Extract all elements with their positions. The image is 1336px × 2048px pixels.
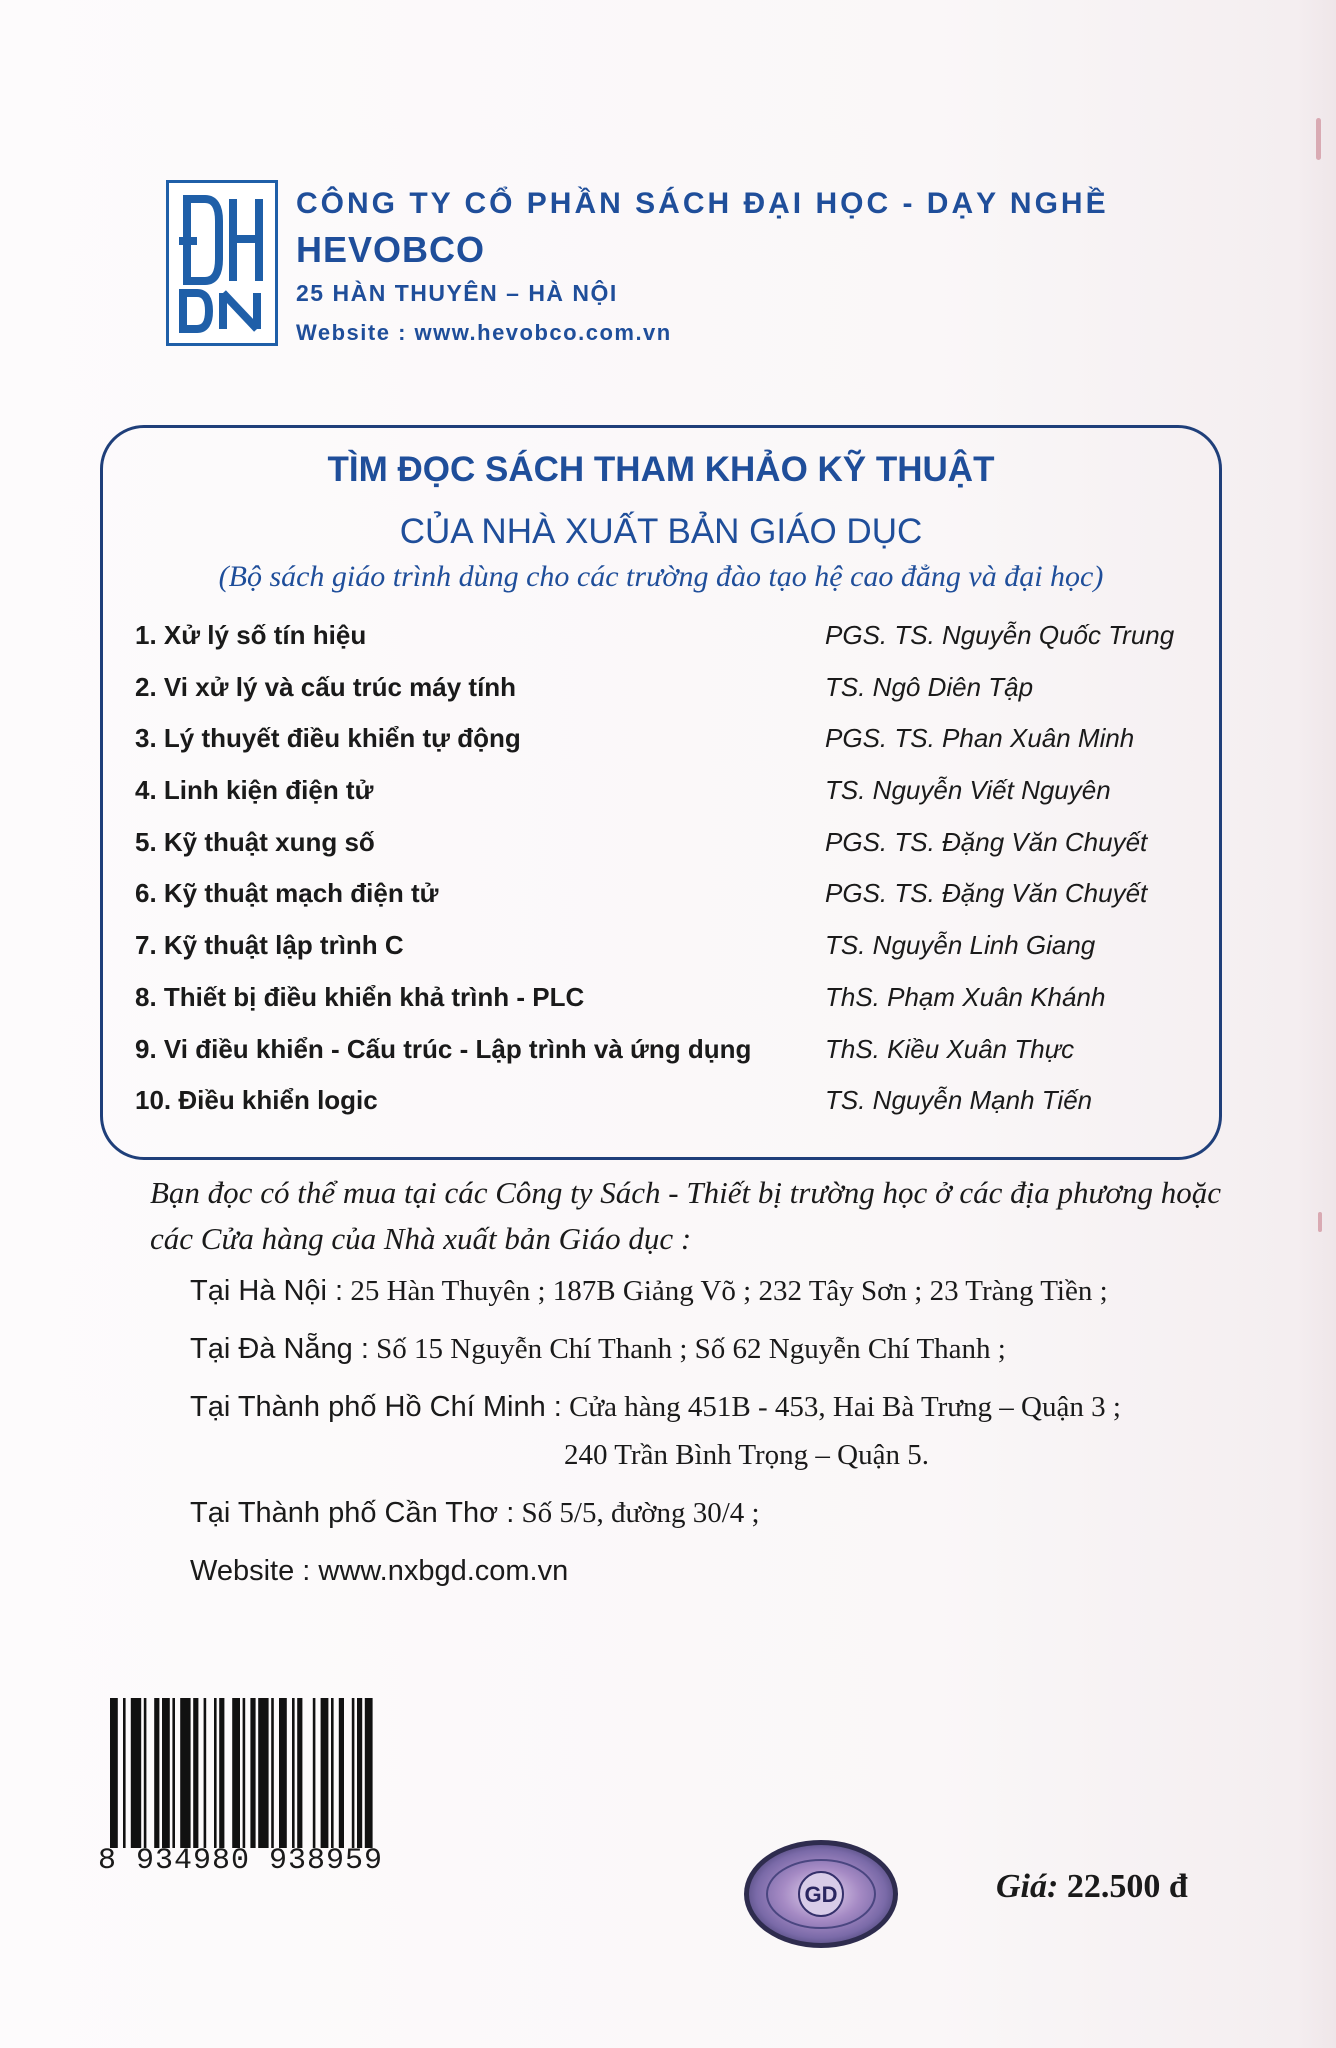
barcode-bar bbox=[232, 1698, 240, 1848]
barcode-bar bbox=[162, 1698, 170, 1848]
book-title: 10. Điều khiển logic bbox=[135, 1085, 378, 1116]
list-item bbox=[135, 974, 1195, 1026]
publisher-address: 25 HÀN THUYÊN – HÀ NỘI bbox=[296, 280, 618, 306]
publisher-company-name: CÔNG TY CỔ PHẦN SÁCH ĐẠI HỌC - DẠY NGHỀ bbox=[296, 187, 1109, 220]
book-author: PGS. TS. Đặng Văn Chuyết bbox=[825, 826, 1148, 857]
reference-subtitle: CỦA NHÀ XUẤT BẢN GIÁO DỤC bbox=[399, 512, 923, 551]
barcode-bar bbox=[292, 1698, 295, 1848]
list-item bbox=[135, 612, 1195, 664]
hologram-seal-icon bbox=[742, 1838, 900, 1950]
barcode-bar bbox=[258, 1698, 268, 1848]
book-author: TS. Nguyễn Linh Giang bbox=[825, 930, 1096, 961]
barcode-bar bbox=[357, 1698, 362, 1848]
barcode-bar bbox=[243, 1698, 246, 1848]
barcode bbox=[98, 1698, 396, 1883]
barcode-bar bbox=[352, 1698, 355, 1848]
list-item bbox=[135, 922, 1195, 974]
barcode-bar bbox=[331, 1698, 334, 1848]
barcode-bar bbox=[271, 1698, 274, 1848]
reference-books-box bbox=[100, 425, 1222, 1160]
book-author: PGS. TS. Phan Xuân Minh bbox=[825, 723, 1135, 754]
store-city: Tại Đà Nẵng : bbox=[190, 1333, 369, 1365]
list-item bbox=[135, 1026, 1195, 1078]
book-author: PGS. TS. Nguyễn Quốc Trung bbox=[825, 620, 1175, 650]
store-city: Tại Hà Nội : bbox=[190, 1275, 344, 1307]
store-intro: Bạn đọc có thể mua tại các Công ty Sách - Thiết bị trường học ở các địa phương hoặc các Cửa hàng của Nhà xuất bản Giáo dục : bbox=[150, 1175, 1221, 1256]
publisher-brand: HEVOBCO bbox=[296, 229, 486, 270]
list-item bbox=[135, 715, 1195, 767]
book-author: ThS. Phạm Xuân Khánh bbox=[825, 981, 1106, 1012]
store-hanoi bbox=[190, 1275, 1108, 1308]
store-city: Tại Thành phố Cần Thơ : bbox=[190, 1497, 515, 1529]
barcode-bar bbox=[279, 1698, 287, 1848]
barcode-bar bbox=[123, 1698, 126, 1848]
book-title: 2. Vi xử lý và cấu trúc máy tính bbox=[135, 671, 517, 702]
store-danang bbox=[190, 1333, 1006, 1366]
store-cantho bbox=[190, 1497, 760, 1530]
book-author: ThS. Kiều Xuân Thực bbox=[825, 1033, 1075, 1064]
list-item bbox=[135, 767, 1195, 819]
barcode-bar bbox=[365, 1698, 373, 1848]
barcode-bar bbox=[219, 1698, 224, 1848]
barcode-bar bbox=[193, 1698, 198, 1848]
book-title: 4. Linh kiện điện tử bbox=[135, 775, 374, 806]
store-address: Số 15 Nguyễn Chí Thanh ; Số 62 Nguyễn Chí Thanh ; bbox=[368, 1333, 1006, 1365]
list-item bbox=[135, 664, 1195, 716]
book-author: TS. Ngô Diên Tập bbox=[825, 671, 1034, 702]
store-address: Số 5/5, đường 30/4 ; bbox=[514, 1497, 760, 1529]
store-address: 25 Hàn Thuyên ; 187B Giảng Võ ; 232 Tây Sơn ; 23 Tràng Tiền ; bbox=[343, 1275, 1108, 1307]
publisher-info bbox=[296, 178, 1156, 350]
barcode-bar bbox=[313, 1698, 316, 1848]
store-website-text: Website : www.nxbgd.com.vn bbox=[190, 1555, 569, 1587]
barcode-bar bbox=[172, 1698, 175, 1848]
barcode-bar bbox=[250, 1698, 255, 1848]
book-title: 8. Thiết bị điều khiển khả trình - PLC bbox=[135, 981, 585, 1012]
barcode-bar bbox=[154, 1698, 159, 1848]
reference-title: TÌM ĐỌC SÁCH THAM KHẢO KỸ THUẬT bbox=[327, 450, 995, 489]
edge-mark bbox=[1318, 1212, 1322, 1232]
reference-note: (Bộ sách giáo trình dùng cho các trường đào tạo hệ cao đẳng và đại học) bbox=[218, 560, 1104, 593]
price bbox=[996, 1868, 1188, 1906]
book-title: 6. Kỹ thuật mạch điện tử bbox=[135, 878, 439, 909]
dh-dn-logo-icon bbox=[166, 180, 278, 346]
barcode-bar bbox=[214, 1698, 217, 1848]
barcode-bar bbox=[297, 1698, 302, 1848]
book-title: 7. Kỹ thuật lập trình C bbox=[135, 930, 404, 961]
store-address: Cửa hàng 451B - 453, Hai Bà Trưng – Quận 3 ; bbox=[561, 1391, 1121, 1423]
price-label: Giá: bbox=[996, 1868, 1059, 1905]
book-title: 1. Xử lý số tín hiệu bbox=[135, 620, 367, 650]
seal-logo-text: GD bbox=[804, 1882, 838, 1907]
list-item bbox=[135, 1077, 1195, 1129]
book-author: PGS. TS. Đặng Văn Chuyết bbox=[825, 878, 1148, 909]
edge-mark bbox=[1316, 118, 1321, 160]
store-hcm bbox=[190, 1391, 1121, 1424]
store-website bbox=[190, 1555, 568, 1588]
barcode-bar bbox=[339, 1698, 344, 1848]
barcode-bar bbox=[144, 1698, 147, 1848]
barcode-bar bbox=[131, 1698, 141, 1848]
barcode-icon bbox=[110, 1698, 394, 1848]
barcode-bar bbox=[180, 1698, 190, 1848]
publisher-website: Website : www.hevobco.com.vn bbox=[296, 320, 672, 345]
book-author: TS. Nguyễn Mạnh Tiến bbox=[825, 1085, 1093, 1116]
book-title: 5. Kỹ thuật xung số bbox=[135, 826, 375, 857]
book-title: 9. Vi điều khiển - Cấu trúc - Lập trình và ứng dụng bbox=[135, 1033, 752, 1064]
store-city: Tại Thành phố Hồ Chí Minh : bbox=[190, 1391, 562, 1423]
store-address: 240 Trần Bình Trọng – Quận 5. bbox=[564, 1439, 929, 1471]
store-hcm-second bbox=[564, 1439, 929, 1472]
barcode-bar bbox=[110, 1698, 118, 1848]
publisher-header bbox=[166, 178, 1166, 358]
book-list bbox=[135, 612, 1195, 1129]
book-author: TS. Nguyễn Viết Nguyên bbox=[825, 775, 1111, 806]
list-item bbox=[135, 870, 1195, 922]
barcode-digits: 8 934980 938959 bbox=[98, 1844, 384, 1878]
book-title: 3. Lý thuyết điều khiển tự động bbox=[135, 723, 521, 754]
barcode-bar bbox=[204, 1698, 207, 1848]
list-item bbox=[135, 819, 1195, 871]
price-value: 22.500 đ bbox=[1058, 1868, 1188, 1905]
barcode-bar bbox=[321, 1698, 329, 1848]
